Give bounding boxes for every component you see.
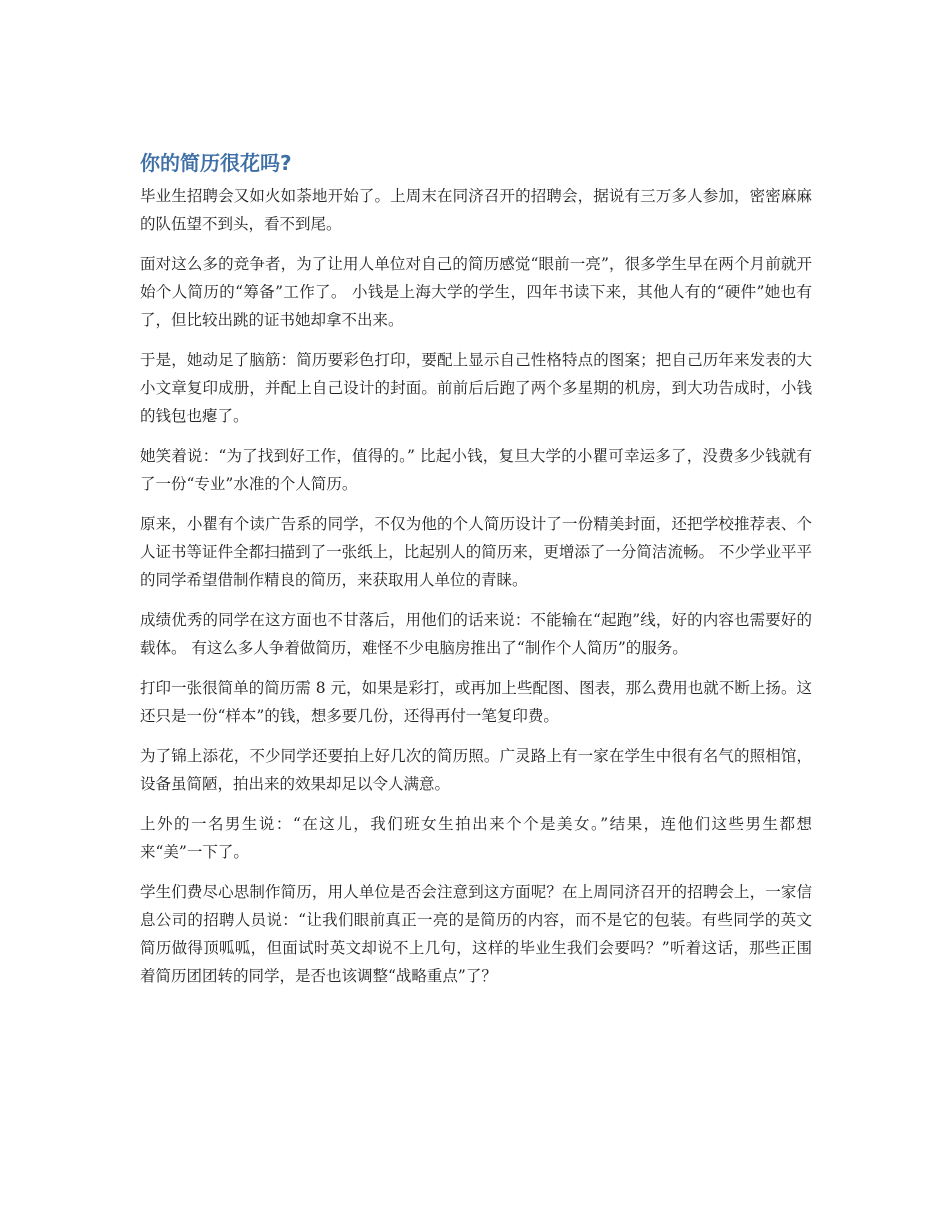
paragraph-6: 成绩优秀的同学在这方面也不甘落后，用他们的话来说：不能输在“起跑”线，好的内容也需要好的载体。 有这么多人争着做简历，难怪不少电脑房推出了“制作个人简历”的服务。 <box>140 611 812 657</box>
paragraph-3: 于是，她动足了脑筋：简历要彩色打印，要配上显示自己性格特点的图案；把自己历年来发表的大小文章复印成册，并配上自己设计的封面。前前后后跑了两个多星期的机房，到大功告成时，小钱的钱包也瘪了。 <box>140 351 812 425</box>
paragraph-7: 打印一张很简单的简历需 8 元，如果是彩打，或再加上些配图、图表，那么费用也就不断上扬。这还只是一份“样本”的钱，想多要几份，还得再付一笔复印费。 <box>140 679 812 725</box>
paragraph-10: 学生们费尽心思制作简历，用人单位是否会注意到这方面呢？在上周同济召开的招聘会上，一家信息公司的招聘人员说：“让我们眼前真正一亮的是简历的内容，而不是它的包装。有些同学的英文简历做得顶呱呱，但面试时英文却说不上几句，这样的毕业生我们会要吗？”听着这话，那些正围着简历团团转的同学，是否也该调整“战略重点”了？ <box>140 883 812 985</box>
paragraph-2: 面对这么多的竞争者，为了让用人单位对自己的简历感觉“眼前一亮”，很多学生早在两个月前就开始个人简历的“筹备”工作了。 小钱是上海大学的学生，四年书读下来，其他人有的“硬件”她也有了，但比较出跳的证书她却拿不出来。 <box>140 255 812 329</box>
document-page <box>140 148 812 1002</box>
paragraph-4: 她笑着说：“为了找到好工作，值得的。” 比起小钱，复旦大学的小瞿可幸运多了，没费多少钱就有了一份“专业”水准的个人简历。 <box>140 447 812 493</box>
paragraph-9: 上外的一名男生说：“在这儿，我们班女生拍出来个个是美女。”结果，连他们这些男生都想来“美”一下了。 <box>140 815 812 861</box>
document-title: 你的简历很花吗? <box>140 151 292 175</box>
paragraph-8: 为了锦上添花，不少同学还要拍上好几次的简历照。广灵路上有一家在学生中很有名气的照相馆，设备虽简陋，拍出来的效果却足以令人满意。 <box>140 747 812 793</box>
paragraph-1: 毕业生招聘会又如火如荼地开始了。上周末在同济召开的招聘会，据说有三万多人参加，密密麻麻的队伍望不到头，看不到尾。 <box>140 187 812 233</box>
paragraph-5: 原来，小瞿有个读广告系的同学，不仅为他的个人简历设计了一份精美封面，还把学校推荐表、个人证书等证件全都扫描到了一张纸上，比起别人的简历来，更增添了一分简洁流畅。 不少学业平平的同学希望借制作精良的简历，来获取用人单位的青睐。 <box>140 515 812 589</box>
